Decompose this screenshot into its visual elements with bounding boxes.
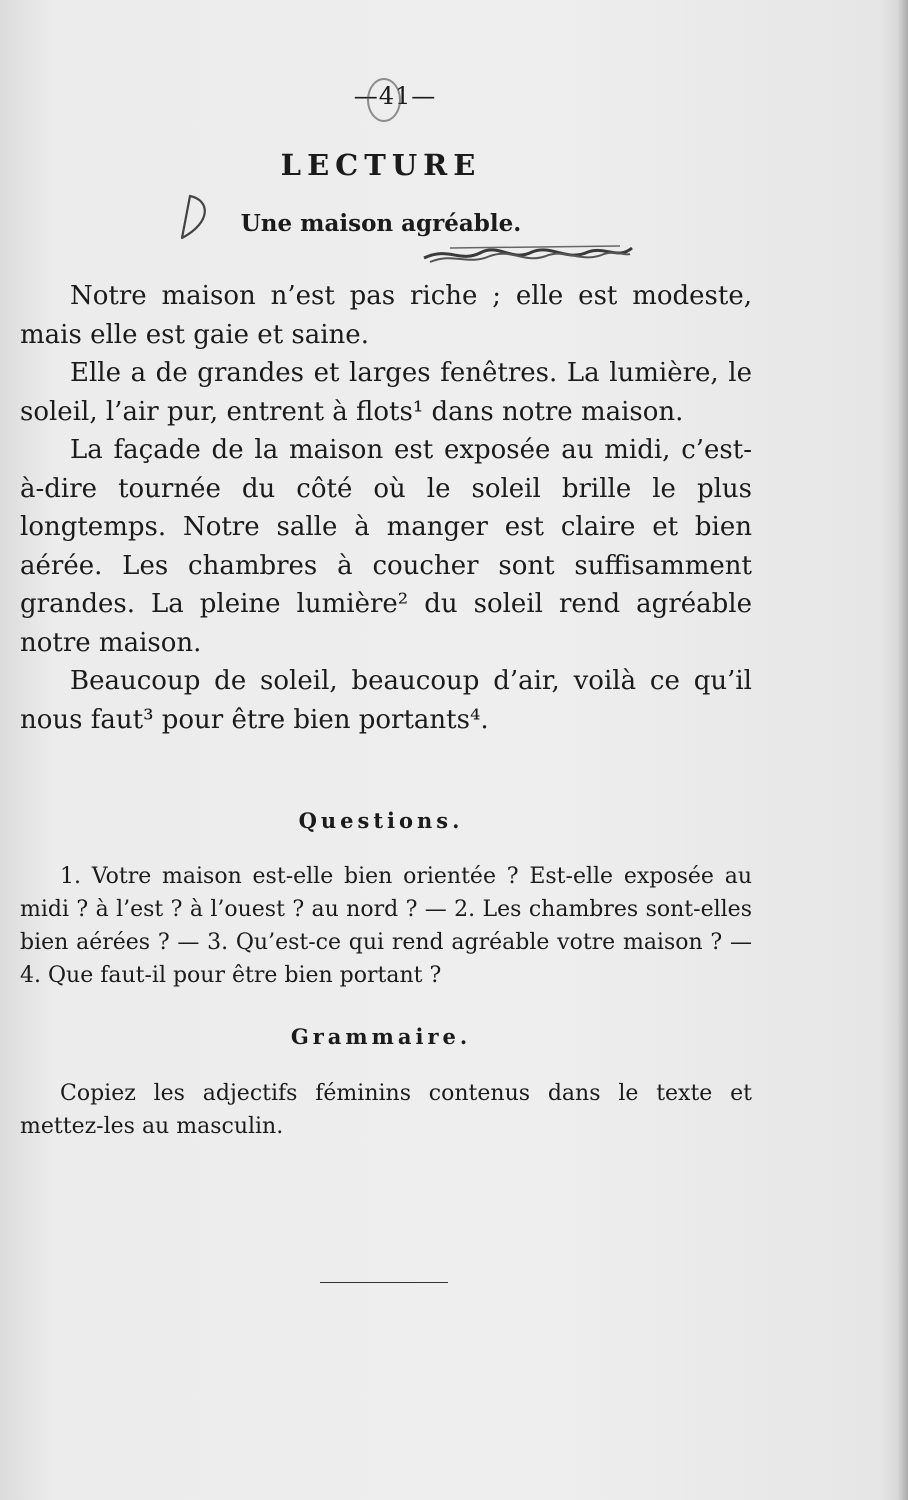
page-number-text: —41— bbox=[353, 82, 437, 110]
reading-title: Une maison agréable. bbox=[240, 210, 522, 237]
reading-text bbox=[20, 277, 752, 739]
grammar-paragraph: Copiez les adjectifs féminins contenus dans le texte et mettez-les au masculin. bbox=[20, 1081, 752, 1139]
grammar-text bbox=[20, 1077, 752, 1143]
paragraph: Notre maison n’est pas riche ; elle est modeste, mais elle est gaie et saine. bbox=[20, 281, 752, 350]
end-rule bbox=[320, 1282, 448, 1283]
questions-text bbox=[20, 860, 752, 992]
questions-paragraph: 1. Votre maison est-elle bien orientée ? Est-elle exposée au midi ? à l’est ? à l’ouest ? au nord ? — 2. Les chambres sont-elles bien aérées ? — 3. Qu’est-ce qui rend agréable votre maison ? — 4. Que faut-il pour être bien portant ? bbox=[20, 864, 752, 988]
page-number bbox=[0, 82, 790, 110]
section-title: LECTURE bbox=[280, 148, 482, 182]
pencil-circle-mark bbox=[367, 78, 401, 122]
grammar-heading: Grammaire. bbox=[290, 1024, 472, 1049]
paragraph: Beaucoup de soleil, beaucoup d’air, voilà ce qu’il nous faut³ pour être bien portants⁴. bbox=[20, 666, 752, 735]
questions-heading: Questions. bbox=[298, 808, 464, 833]
paragraph: La façade de la maison est exposée au midi, c’est-à-dire tournée du côté où le soleil brille le plus longtemps. Notre salle à manger est claire et bien aérée. Les chambres à coucher sont suffisamment grandes. La pleine lumière² du soleil rend agréable notre maison. bbox=[20, 435, 752, 658]
paragraph: Elle a de grandes et larges fenêtres. La lumière, le soleil, l’air pur, entrent à flots¹ dans notre maison. bbox=[20, 358, 752, 427]
pencil-scribble-mark bbox=[420, 240, 635, 268]
page-edge-shadow bbox=[898, 0, 908, 1500]
